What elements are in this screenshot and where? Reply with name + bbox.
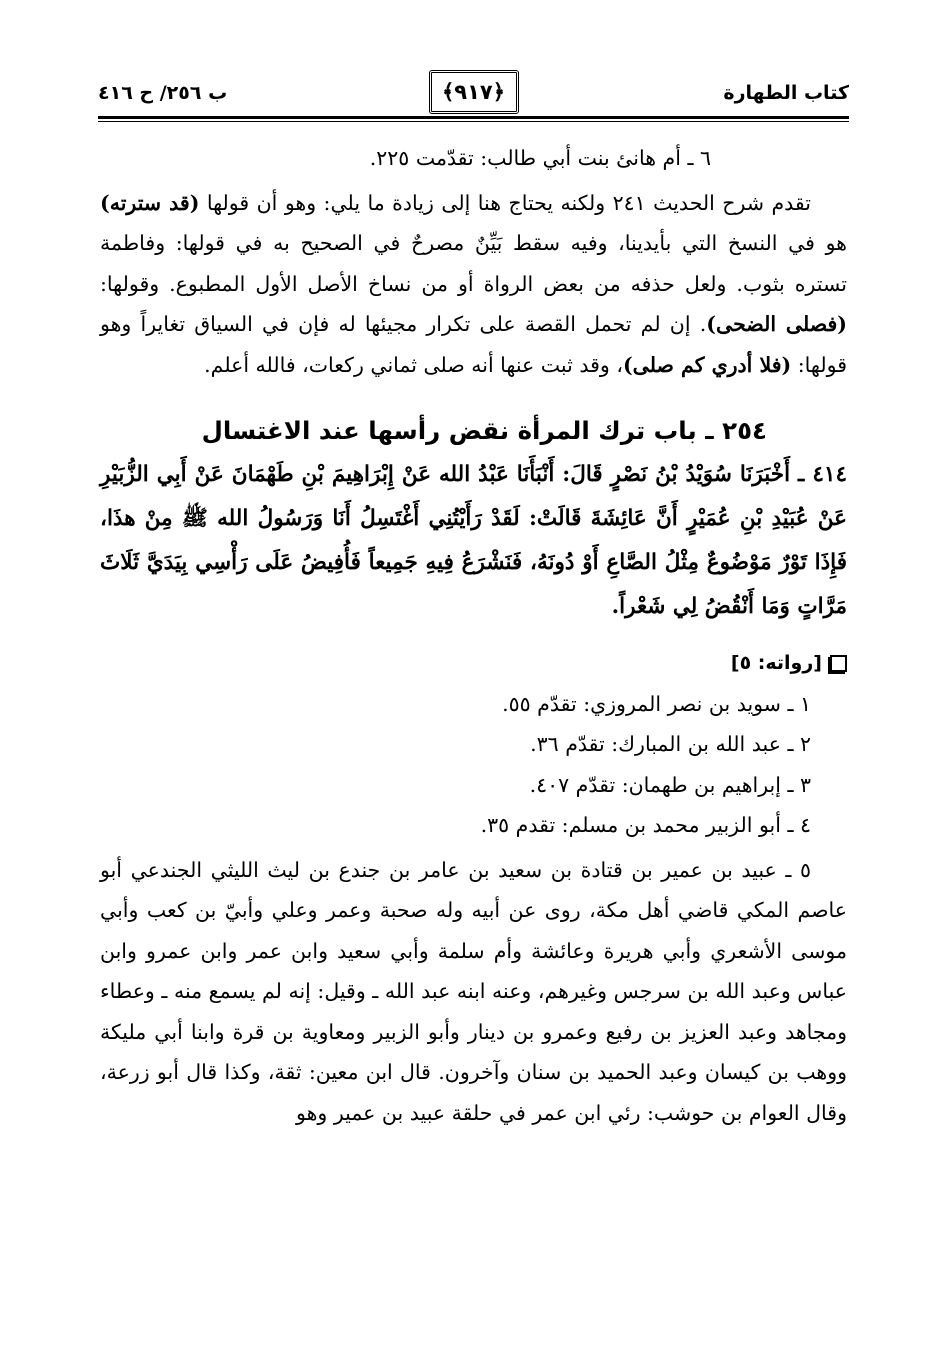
narrator-item: ٢ ـ عبد الله بن المبارك: تقدّم ٣٦. <box>530 732 811 756</box>
narrator-item: ١ ـ سويد بن نصر المروزي: تقدّم ٥٥. <box>502 691 811 716</box>
narrator-biography: ٥ ـ عبيد بن عمير بن قتادة بن سعيد بن عامر بن جندع بن ليث الليثي الجندعي أبو عاصم المكي قاضي أهل مكة، روى عن أبيه وله صحبة وعمر وعلي وأبيّ بن كعب وأبي موسى الأشعري وأبي هريرة وعائشة وأم سلمة وأبي سعيد وابن عمر وابن عمرو وابن عباس وعبد الله بن سرجس وغيرهم، وعنه ابنه عبد الله ـ وقيل: إنه لم يسمع منه ـ وعطاء ومجاهد وعبد العزيز بن رفيع وعمرو بن دينار وأبو الزبير ومعاوية بن قرة وابنا أبي مليكة ووهب بن كيسان وعبد الحميد بن سنان وآخرون. قال ابن معين: ثقة، وكذا قال أبو زرعة، وقال العوام بن حوشب: رئي ابن عمر في حلقة عبيد بن عمير وهو <box>100 857 847 1125</box>
narrator-item: ٤ ـ أبو الزبير محمد بن مسلم: تقدم ٣٥. <box>480 813 811 837</box>
square-bullet-icon <box>830 655 847 672</box>
hadith-text: ٤١٤ ـ أَخْبَرَنَا سُوَيْدُ بْنُ نَصْرٍ قَالَ: أَنْبَأَنَا عَبْدُ الله عَنْ إِبْرَاهِيمَ بْنِ طَهْمَانَ عَنْ أَبِي الزُّبَيْرِ عَنْ عُبَيْدِ بْنِ عُمَيْرٍ أَنَّ عَائِشَةَ قَالَتْ: لَقَدْ رَأَيْتُنِي أَغْتَسِلُ أَنَا وَرَسُولُ الله ﷺ مِنْ هذَا، فَإِذَا تَوْرٌ مَوْضُوعٌ مِثْلُ الصَّاعِ أَوْ دُونَهُ، فَنَشْرَعُ فِيهِ جَمِيعاً فَأُفِيضُ عَلَى رَأْسِي بِيَدَيَّ ثَلَاثَ مَرَّاتٍ وَمَا أَنْقُضُ لِي شَعْراً. <box>100 462 847 619</box>
narrator-line: ٦ ـ أم هانئ بنت أبي طالب: تقدّمت ٢٢٥. <box>369 146 711 170</box>
header-rule-thin <box>98 121 849 122</box>
page-content <box>100 138 847 1133</box>
commentary-text: تقدم شرح الحديث ٢٤١ ولكنه يحتاج هنا إلى زيادة ما يلي: وهو أن قولها <box>199 190 812 215</box>
commentary-quote: (فلا أدري كم صلى) <box>622 352 792 377</box>
commentary-quote: (فصلى الضحى) <box>706 312 848 336</box>
commentary-text: هو في النسخ التي بأيدينا، وفيه سقط بَيِّنٌ مصرحٌ في الصحيح به في قولها: وفاطمة تستره بثوب. ولعل حذفه من بعض الرواة أو من نساخ الأصل الأول المطبوع. وقولها: <box>100 231 847 296</box>
commentary-text: . إن لم تحمل القصة على تكرار مجيئها له فإن في السياق تغايراً وهو قولها: <box>100 312 847 377</box>
narrator-item: ٣ ـ إبراهيم بن طهمان: تقدّم ٤٠٧. <box>529 772 811 797</box>
narrators-heading-label: [رواته: ٥] <box>730 652 822 674</box>
page-number: ﴿٩١٧﴾ <box>429 70 519 114</box>
commentary-paragraph <box>100 183 847 386</box>
header-rule <box>98 116 849 119</box>
page-header <box>98 70 849 116</box>
commentary-text: ، وقد ثبت عنها أنه صلى ثماني ركعات، فالله أعلم. <box>204 352 623 377</box>
narrators-heading <box>100 643 847 684</box>
commentary-quote: (قد سترته) <box>100 190 200 215</box>
chapter-hadith-reference: ب ٢٥٦/ ح ٤١٦ <box>98 82 228 104</box>
chapter-title: ٢٥٤ ـ باب ترك المرأة نقض رأسها عند الاغتسال <box>201 416 767 445</box>
book-title: كتاب الطهارة <box>723 82 849 104</box>
